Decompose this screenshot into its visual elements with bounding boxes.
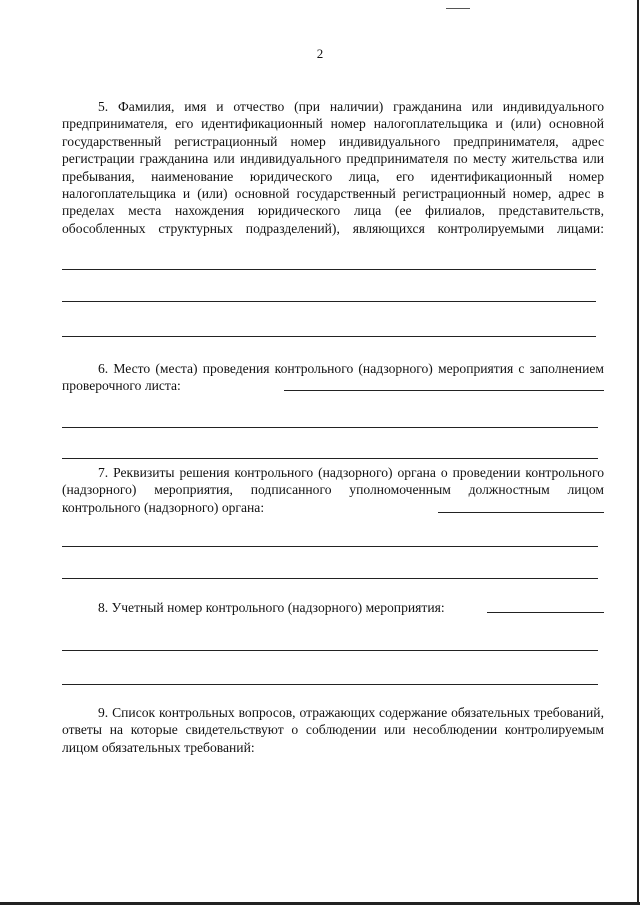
item-5-answer-line-1[interactable] [62, 269, 596, 270]
item-8-answer-line-1[interactable] [62, 650, 598, 651]
item-8-text [62, 599, 604, 616]
item-8-answer-line-2[interactable] [62, 684, 598, 685]
item-5-answer-line-2[interactable] [62, 301, 596, 302]
item-6-answer-line-1[interactable] [62, 427, 598, 428]
item-8-label: 8. Учетный номер контрольного (надзорного) мероприятия: [98, 600, 445, 615]
page-edge-right [637, 0, 639, 905]
item-6-label: 6. Место (места) проведения контрольного (надзорного) мероприятия с заполнением проверочного листа: [62, 361, 604, 394]
item-9-label: 9. Список контрольных вопросов, отражающих содержание обязательных требований, ответы на которые свидетельствуют о соблюдении или несоблюдении контролируемым лицом обязательных требований: [62, 705, 604, 755]
item-6-inline-answer-line[interactable] [284, 390, 604, 391]
item-6-answer-line-2[interactable] [62, 458, 598, 459]
item-5-answer-line-3[interactable] [62, 336, 596, 337]
item-8-inline-answer-line[interactable] [487, 612, 604, 613]
item-9-text [62, 704, 604, 756]
scan-mark [446, 8, 470, 9]
item-7-answer-line-2[interactable] [62, 578, 598, 579]
item-5-label: 5. Фамилия, имя и отчество (при наличии) гражданина или индивидуального предпринимателя, его идентификационный номер налогоплательщика и (или) основной государственный регистрационный номер индивидуального предпринимателя, адрес регистрации гражданина или индивидуального предпринимателя по месту жительства или пребывания, наименование юридического лица, его идентификационный номер налогоплательщика и (или) основной государственный регистрационный номер, адрес в пределах места нахождения юридического лица (ее филиалов, представительств, обособленных структурных подразделений), являющихся контролируемыми лицами: [62, 99, 604, 236]
item-7-label: 7. Реквизиты решения контрольного (надзорного) органа о проведении контрольного (надзорного) мероприятия, подписанного уполномоченным должностным лицом контрольного (надзорного) органа: [62, 465, 604, 515]
item-7-text [62, 464, 604, 516]
item-7-answer-line-1[interactable] [62, 546, 598, 547]
item-5-text [62, 98, 604, 237]
item-7-inline-answer-line[interactable] [438, 512, 604, 513]
page-number: 2 [316, 46, 324, 61]
